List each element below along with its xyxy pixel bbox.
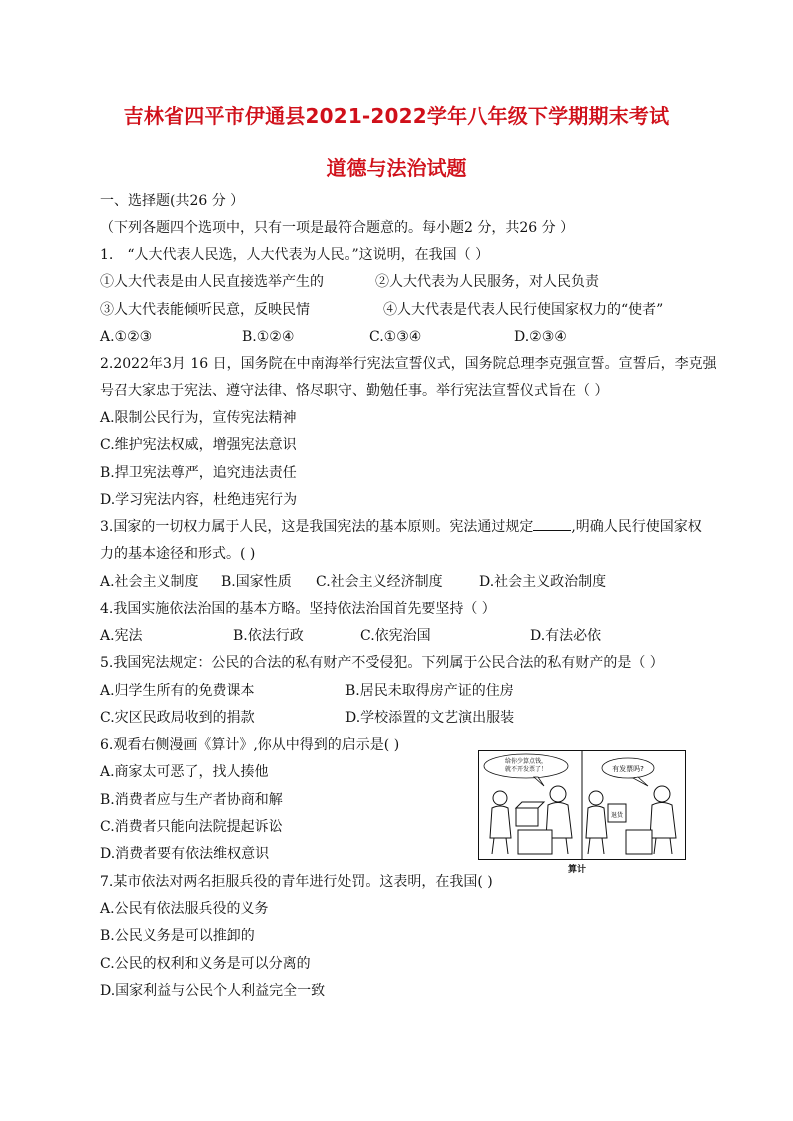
question-3-stem-part-2: ,明确人民行使国家权 <box>571 519 702 535</box>
exam-title: 吉林省四平市伊通县2021-2022学年八年级下学期期末考试 <box>123 104 670 128</box>
question-4-option-d: D.有法必依 <box>530 628 602 644</box>
question-1-option-d: D.②③④ <box>514 329 567 345</box>
cartoon-left-bubble-text: 给你少算点钱， <box>504 758 548 765</box>
question-2-stem-line-2: 号召大家忠于宪法、遵守法律、恪尽职守、勤勉任事。举行宪法宣誓仪式旨在（ ） <box>100 383 609 399</box>
question-1-option-b: B.①②④ <box>242 329 295 345</box>
cartoon-right-bubble-text: 有发票吗? <box>612 765 644 773</box>
question-7-option-b: B.公民义务是可以推卸的 <box>100 928 255 944</box>
question-7-option-a: A.公民有依法服兵役的义务 <box>100 901 269 917</box>
question-6-option-b: B.消费者应与生产者协商和解 <box>100 792 283 808</box>
section-instructions: （下列各题四个选项中，只有一项是最符合题意的。每小题2 分，共26 分 ） <box>100 220 575 236</box>
question-2-option-a: A.限制公民行为，宣传宪法精神 <box>100 410 297 426</box>
question-6-option-d: D.消费者要有依法维权意识 <box>100 846 270 862</box>
question-5-option-d: D.学校添置的文艺演出服装 <box>345 710 515 726</box>
question-1-statement-1: ①人大代表是由人民直接选举产生的 <box>100 274 324 290</box>
question-1-option-a: A.①②③ <box>100 329 153 345</box>
question-4-option-a: A.宪法 <box>100 628 143 644</box>
section-heading: 一、选择题(共26 分 ） <box>100 193 245 209</box>
question-3-option-d: D.社会主义政治制度 <box>479 574 607 590</box>
question-6-option-c: C.消费者只能向法院提起诉讼 <box>100 819 283 835</box>
question-5-option-b: B.居民未取得房产证的住房 <box>345 683 514 699</box>
exam-subject-title: 道德与法治试题 <box>326 156 467 180</box>
question-4-stem: 4.我国实施依法治国的基本方略。坚持依法治国首先要坚持（ ） <box>100 601 496 617</box>
question-4-option-b: B.依法行政 <box>233 628 304 644</box>
question-3-stem-part-1: 3.国家的一切权力属于人民，这是我国宪法的基本原则。宪法通过规定 <box>100 519 534 535</box>
cartoon-box-label: 退货 <box>610 812 624 819</box>
question-3-option-a: A.社会主义制度 <box>100 574 199 590</box>
question-1-stem: 1. “人大代表人民选，人大代表为人民。”这说明，在我国（ ） <box>100 247 490 263</box>
question-2-option-b: B.捍卫宪法尊严，追究违法责任 <box>100 465 297 481</box>
question-1-statement-2: ②人大代表为人民服务，对人民负责 <box>375 274 599 290</box>
cartoon-image <box>478 750 686 860</box>
question-2-option-c: C.维护宪法权威，增强宪法意识 <box>100 437 297 453</box>
answer-blank <box>533 518 571 531</box>
question-1-option-c: C.①③④ <box>369 329 422 345</box>
question-3-option-b: B.国家性质 <box>221 574 292 590</box>
question-4-option-c: C.依宪治国 <box>360 628 431 644</box>
question-2-stem-line-1: 2.2022年3月 16 日，国务院在中南海举行宪法宣誓仪式，国务院总理李克强宣誓。宣誓后，李克强 <box>100 356 717 372</box>
question-7-stem: 7.某市依法对两名拒服兵役的青年进行处罚。这表明，在我国( ) <box>100 874 493 890</box>
question-1-statement-4: ④人大代表是代表人民行使国家权力的“使者” <box>383 302 664 318</box>
question-5-option-c: C.灾区民政局收到的捐款 <box>100 710 255 726</box>
question-6-stem: 6.观看右侧漫画《算计》,你从中得到的启示是( ) <box>100 737 400 753</box>
question-5-stem: 5.我国宪法规定：公民的合法的私有财产不受侵犯。下列属于公民合法的私有财产的是（ ） <box>100 655 664 671</box>
question-3-stem-line-2: 力的基本途径和形式。( ) <box>100 546 256 562</box>
question-6-option-a: A.商家太可恶了，找人揍他 <box>100 764 269 780</box>
question-2-option-d: D.学习宪法内容，杜绝违宪行为 <box>100 492 298 508</box>
cartoon-left-bubble-text-2: 就不开发票了！ <box>504 766 548 773</box>
question-7-option-c: C.公民的权利和义务是可以分离的 <box>100 956 311 972</box>
question-1-statement-3: ③人大代表能倾听民意，反映民情 <box>100 302 310 318</box>
question-3-stem-line-1 <box>100 518 702 536</box>
cartoon-caption: 算计 <box>568 865 587 875</box>
question-3-option-c: C.社会主义经济制度 <box>316 574 443 590</box>
question-5-option-a: A.归学生所有的免费课本 <box>100 683 255 699</box>
question-7-option-d: D.国家利益与公民个人利益完全一致 <box>100 983 326 999</box>
